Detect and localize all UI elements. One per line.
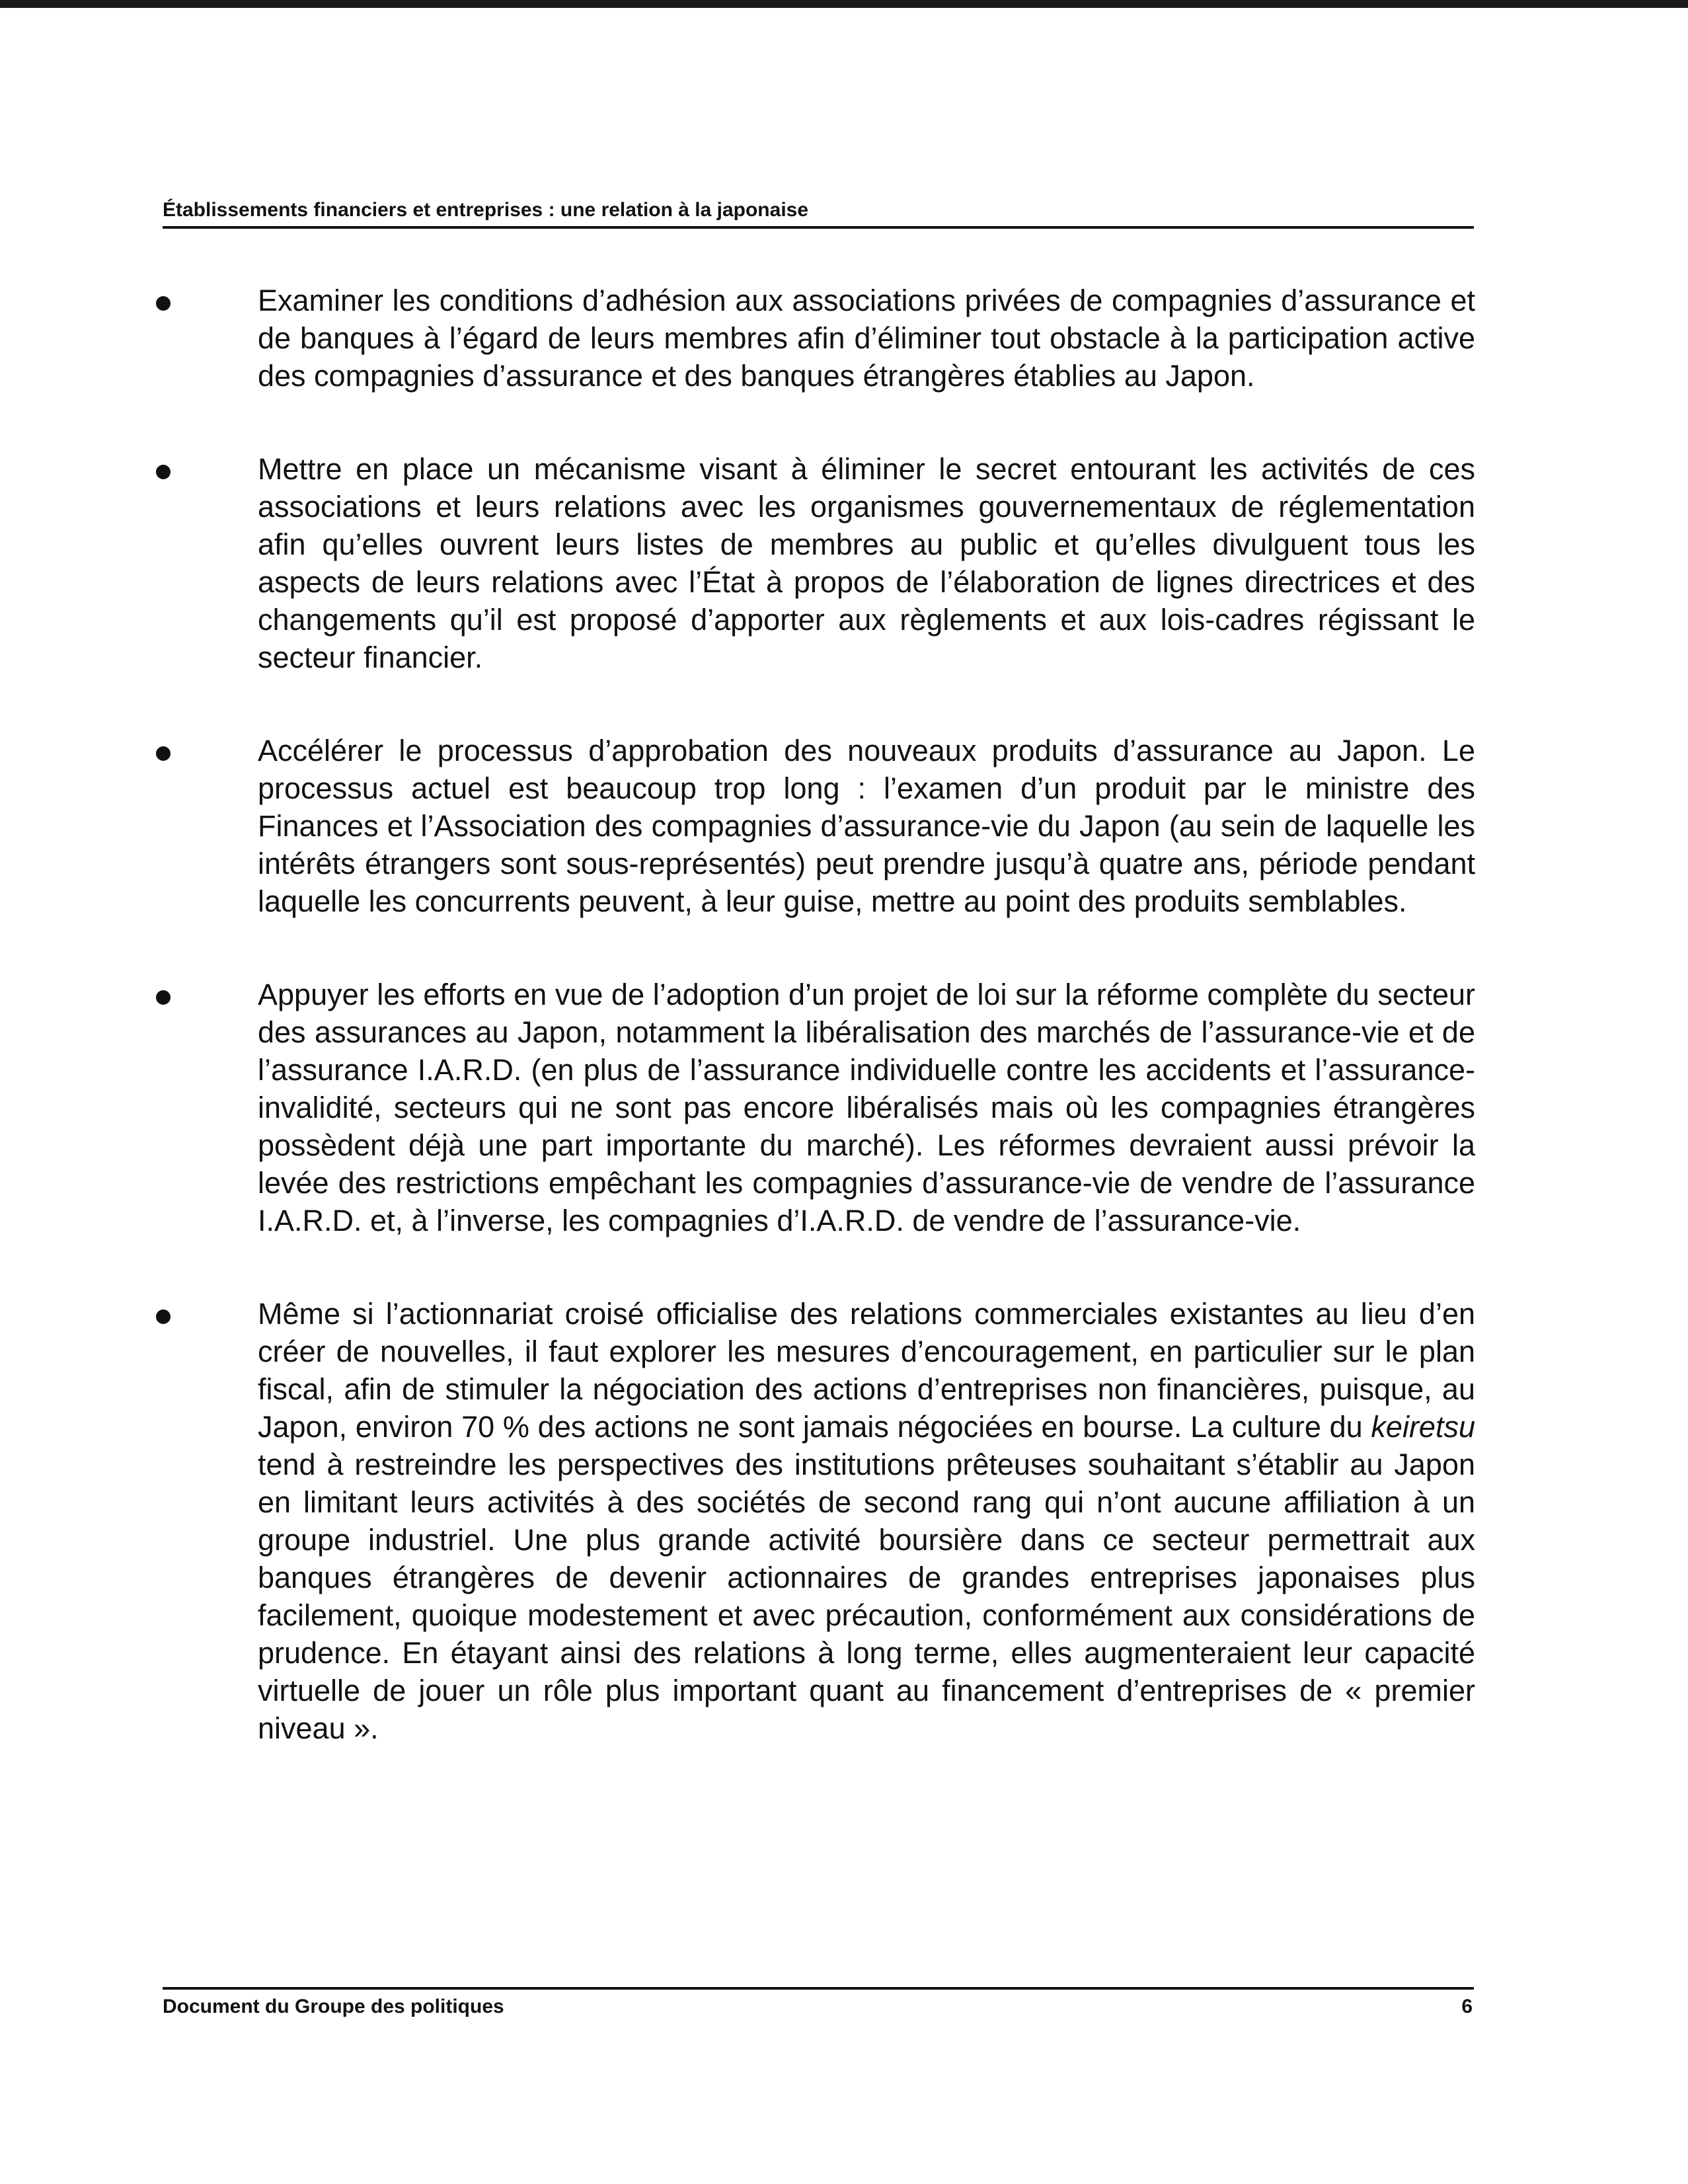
bullet-text-2: Mettre en place un mécanisme visant à éliminer le secret entourant les activités de ces associations et leurs relations avec les organismes gouvernementaux de réglementation afin qu’elles ouvrent leurs listes de membres au public et qu’elles divulguent tous les aspects de leurs relations avec l’État à propos de l’élaboration de lignes directrices et des changements qu’il est proposé d’apporter aux règlements et aux lois-cadres régissant le secteur financier.: [258, 452, 1475, 674]
page-number: 6: [1461, 1996, 1473, 2017]
bullet-text-5-part-2: tend à restreindre les perspectives des institutions prêteuses souhaitant s’établir au Japon en limitant leurs activités à des sociétés de second rang qui n’ont aucune affiliation à un groupe industriel. Une plus grande activité boursière dans ce secteur permettrait aux banques étrangères de devenir actionnaires de grandes entreprises japonaises plus facilement, quoique modestement et avec précaution, conformément aux considérations de prudence. En étayant ainsi des relations à long terme, elles augmenteraient leur capacité virtuelle de jouer un rôle plus important quant au financement d’entreprises de « premier niveau ».: [258, 1448, 1475, 1745]
bullet-text-1: Examiner les conditions d’adhésion aux associations privées de compagnies d’assurance et de banques à l’égard de leurs membres afin d’éliminer tout obstacle à la participation active des compagnies d’assurance et des banques étrangères établies au Japon.: [258, 284, 1475, 393]
top-edge-bar: [0, 0, 1688, 8]
bullet-item-4: [156, 976, 1475, 1239]
bullet-item-1: [156, 282, 1475, 395]
bullet-item-5: [156, 1295, 1475, 1747]
bullet-text-5-part-1: Même si l’actionnariat croisé officialise des relations commerciales existantes au lieu d’en créer de nouvelles, il faut explorer les mesures d’encouragement, en particulier sur le plan fiscal, afin de stimuler la négociation des actions d’entreprises non financières, puisque, au Japon, environ 70 % des actions ne sont jamais négociées en bourse. La culture du: [258, 1297, 1475, 1444]
bullet-dot-icon: [156, 746, 171, 761]
running-header: Établissements financiers et entreprises : une relation à la japonaise: [163, 199, 809, 221]
bullet-item-3: [156, 732, 1475, 920]
bullet-dot-icon: [156, 1309, 171, 1324]
bullet-list: [156, 282, 1475, 1747]
footer-rule: [163, 1987, 1474, 1990]
bullet-text-3: Accélérer le processus d’approbation des nouveaux produits d’assurance au Japon. Le processus actuel est beaucoup trop long : l’examen d’un produit par le ministre des Finances et l’Association des compagnies d’assurance-vie du Japon (au sein de laquelle les intérêts étrangers sont sous-représentés) peut prendre jusqu’à quatre ans, période pendant laquelle les concurrents peuvent, à leur guise, mettre au point des produits semblables.: [258, 734, 1475, 918]
header-rule: [163, 226, 1474, 229]
bullet-text-4: Appuyer les efforts en vue de l’adoption d’un projet de loi sur la réforme complète du secteur des assurances au Japon, notamment la libéralisation des marchés de l’assurance-vie et de l’assurance I.A.R.D. (en plus de l’assurance individuelle contre les accidents et l’assurance-invalidité, secteurs qui ne sont pas encore libéralisés mais où les compagnies étrangères possèdent déjà une part importante du marché). Les réformes devraient aussi prévoir la levée des restrictions empêchant les compagnies d’assurance-vie de vendre de l’assurance I.A.R.D. et, à l’inverse, les compagnies d’I.A.R.D. de vendre de l’assurance-vie.: [258, 978, 1475, 1237]
footer-document-label: Document du Groupe des politiques: [163, 1996, 504, 2017]
bullet-dot-icon: [156, 990, 171, 1005]
bullet-dot-icon: [156, 465, 171, 479]
bullet-item-2: [156, 450, 1475, 676]
keiretsu-term: keiretsu: [1371, 1410, 1475, 1444]
bullet-text-5: [258, 1295, 1475, 1747]
bullet-dot-icon: [156, 296, 171, 311]
